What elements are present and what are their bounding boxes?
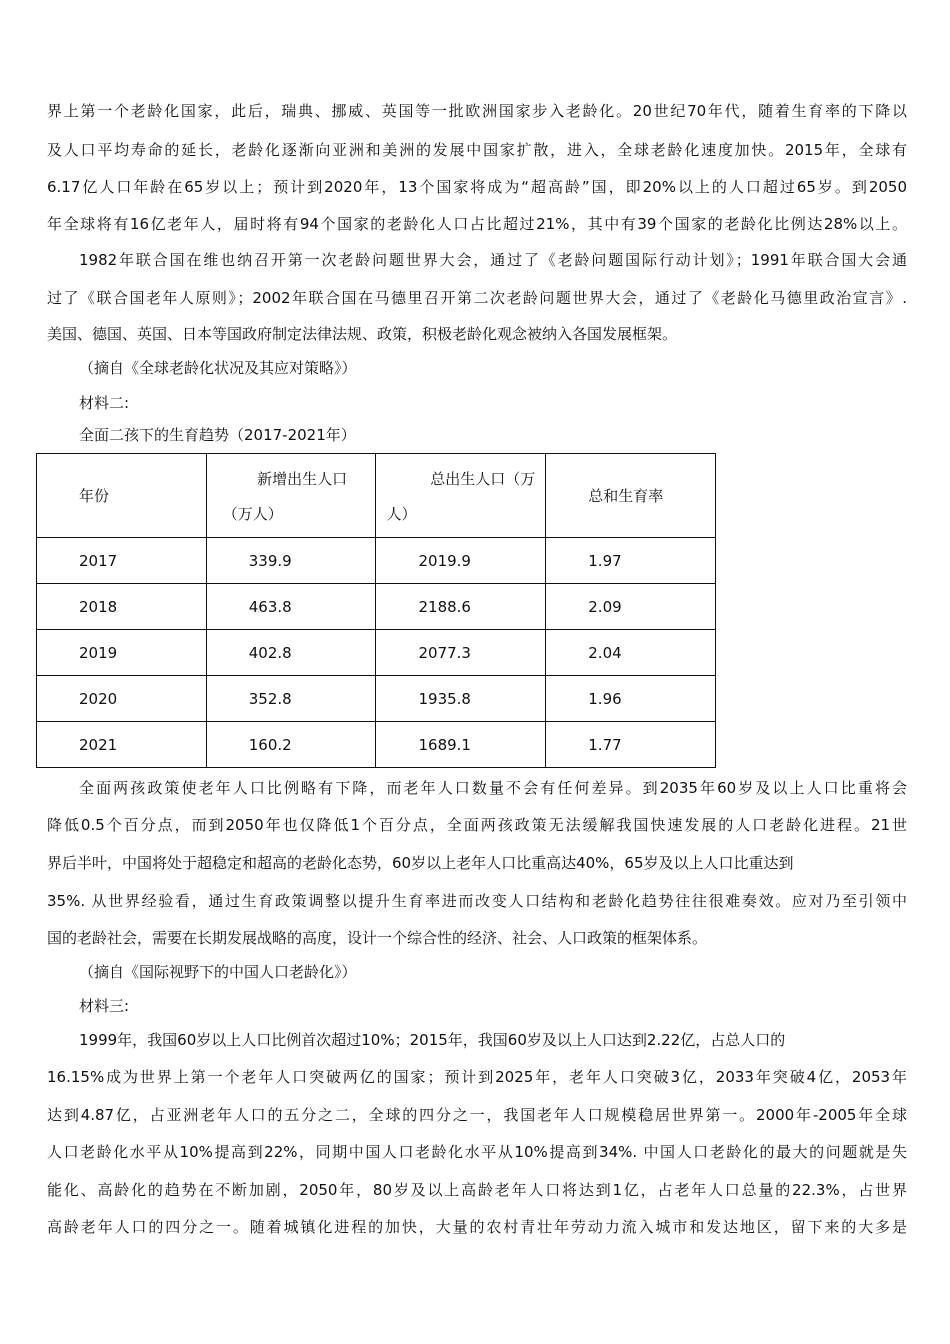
header-new-births [206,454,376,538]
source-citation-2: （摘自《国际视野下的中国人口老龄化》） [79,963,357,981]
table-row [37,584,716,630]
cell-year: 2018 [37,584,207,630]
cell-new-births: 160.2 [206,722,376,768]
cell-tfr: 2.04 [546,630,716,676]
header-new-births-bottom: （万人） [222,504,283,523]
cell-total-births: 2019.9 [376,538,546,584]
table-row [37,630,716,676]
header-total-births-bottom: 人） [386,504,417,523]
header-total-births-top: 总出生人口（万 [430,469,536,488]
cell-total-births: 1689.1 [376,722,546,768]
paragraph-4-line: 达到4.87亿，占亚洲老年人口的五分之二，全球的四分之一，我国老年人口规模稳居世界第一。2000年-2005年全球 [47,1106,907,1124]
paragraph-4-line: 能化、高龄化的趋势在不断加剧，2050年，80岁及以上高龄老年人口将达到1亿，占老年人口总量的22.3%，占世界 [47,1181,907,1199]
cell-total-births: 2188.6 [376,584,546,630]
table-header-row [37,454,716,538]
paragraph-4-line: 高龄老年人口的四分之一。随着城镇化进程的加快，大量的农村青壮年劳动力流入城市和发达地区，留下来的大多是 [47,1218,907,1236]
cell-year: 2021 [37,722,207,768]
paragraph-3-line: 35%. 从世界经验看，通过生育政策调整以提升生育率进而改变人口结构和老龄化趋势往往很难奏效。应对乃至引领中 [47,892,907,910]
paragraph-4-line: 1999年，我国60岁以上人口比例首次超过10%；2015年，我国60岁及以上人口达到2.22亿，占总人口的 [79,1031,786,1049]
header-tfr [546,454,716,538]
header-tfr-label: 总和生育率 [588,487,664,505]
paragraph-2-line: 1982年联合国在维也纳召开第一次老龄问题世界大会，通过了《老龄问题国际行动计划》；1991年联合国大会通 [79,251,907,269]
paragraph-3-line: 国的老龄社会，需要在长期发展战略的高度，设计一个综合性的经济、社会、人口政策的框架体系。 [47,929,708,947]
cell-new-births: 352.8 [206,676,376,722]
cell-tfr: 1.97 [546,538,716,584]
cell-year: 2020 [37,676,207,722]
cell-tfr: 1.96 [546,676,716,722]
cell-year: 2019 [37,630,207,676]
cell-total-births: 1935.8 [376,676,546,722]
paragraph-3-line: 降低0.5个百分点，而到2050年也仅降低1个百分点，全面两孩政策无法缓解我国快速发展的人口老龄化进程。21世 [47,816,907,834]
paragraph-1-line: 6.17亿人口年龄在65岁以上；预计到2020年，13个国家将成为“超高龄”国，即20%以上的人口超过65岁。到2050 [47,178,907,196]
table-row [37,676,716,722]
paragraph-2-line: 过了《联合国老年人原则》；2002年联合国在马德里召开第二次老龄问题世界大会，通过了《老龄化马德里政治宣言》. [47,289,907,307]
cell-total-births: 2077.3 [376,630,546,676]
paragraph-2-line: 美国、德国、英国、日本等国政府制定法律法规、政策，积极老龄化观念被纳入各国发展框架。 [47,325,678,343]
header-total-births [376,454,546,538]
paragraph-1-line: 及人口平均寿命的延长，老龄化逐渐向亚洲和美洲的发展中国家扩散，进入，全球老龄化速度加快。2015年，全球有 [47,141,907,159]
table-row [37,722,716,768]
paragraph-3-line: 全面两孩政策使老年人口比例略有下降，而老年人口数量不会有任何差异。到2035年60岁及以上人口比重将会 [79,779,907,797]
source-citation-1: （摘自《全球老龄化状况及其应对策略》） [79,359,357,377]
cell-tfr: 2.09 [546,584,716,630]
header-year [37,454,207,538]
paragraph-1-line: 年全球将有16亿老年人，届时将有94个国家的老龄化人口占比超过21%，其中有39个国家的老龄化比例达28%以上。 [47,215,907,233]
table-row [37,538,716,584]
cell-new-births: 402.8 [206,630,376,676]
cell-new-births: 339.9 [206,538,376,584]
cell-new-births: 463.8 [206,584,376,630]
paragraph-4-line: 人口老龄化水平从10%提高到22%，同期中国人口老龄化水平从10%提高到34%. 中国人口老龄化的最大的问题就是失 [47,1143,907,1161]
cell-tfr: 1.77 [546,722,716,768]
table-caption: 全面二孩下的生育趋势（2017-2021年） [79,426,356,444]
header-new-births-top: 新增出生人口 [257,469,348,488]
cell-year: 2017 [37,538,207,584]
material-2-label: 材料二: [79,394,130,412]
paragraph-1-line: 界上第一个老龄化国家，此后，瑞典、挪威、英国等一批欧洲国家步入老龄化。20世纪70年代，随着生育率的下降以 [47,102,907,120]
header-year-label: 年份 [79,487,110,505]
material-3-label: 材料三: [79,997,130,1015]
paragraph-4-line: 16.15%成为世界上第一个老年人口突破两亿的国家；预计到2025年，老年人口突破3亿，2033年突破4亿，2053年 [47,1068,907,1086]
birth-trend-table [36,453,716,768]
paragraph-3-line: 界后半叶，中国将处于超稳定和超高的老龄化态势，60岁以上老年人口比重高达40%，65岁及以上人口比重达到 [47,854,794,872]
